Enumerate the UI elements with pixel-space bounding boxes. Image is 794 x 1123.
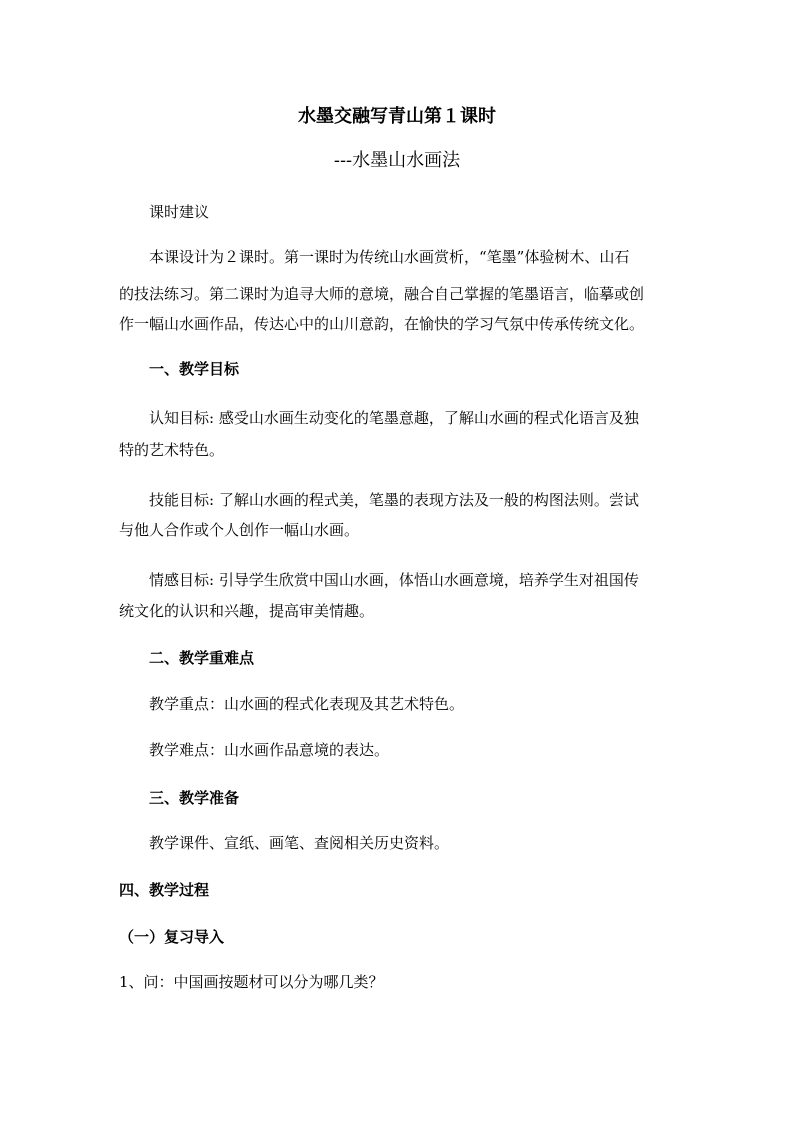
paragraph-line: 特的艺术特色。 (119, 441, 225, 459)
paragraph-line: 与他人合作或个人创作一幅山水画。 (119, 521, 360, 539)
paragraph-line: 作一幅山水画作品，传达心中的山川意韵，在愉快的学习气氛中传承传统文化。 (119, 315, 645, 333)
subsection-heading-review: （一）复习导入 (119, 928, 225, 946)
paragraph-line: 教学难点：山水画作品意境的表达。 (149, 741, 390, 759)
paragraph-line: 教学重点：山水画的程式化表现及其艺术特色。 (149, 695, 465, 713)
paragraph-line: 本课设计为２课时。第一课时为传统山水画赏析，“笔墨”体验树木、山石 (149, 248, 630, 266)
paragraph-line: 教学课件、宣纸、画笔、查阅相关历史资料。 (149, 834, 450, 852)
paragraph-line: 认知目标: 感受山水画生动变化的笔墨意趣，了解山水画的程式化语言及独 (149, 409, 639, 427)
paragraph-line: 情感目标: 引导学生欣赏中国山水画，体悟山水画意境，培养学生对祖国传 (149, 571, 639, 589)
label-lesson-suggestion: 课时建议 (149, 203, 210, 221)
paragraph-line: 统文化的认识和兴趣，提高审美情趣。 (119, 602, 375, 620)
section-heading-preparation: 三、教学准备 (149, 789, 240, 807)
document-title: 水墨交融写青山第１课时 (298, 106, 496, 127)
paragraph-line: 1、问：中国画按题材可以分为哪几类？ (119, 973, 384, 991)
section-heading-key-points: 二、教学重难点 (149, 649, 255, 667)
section-heading-process: 四、教学过程 (119, 881, 210, 899)
document-subtitle: ---水墨山水画法 (333, 150, 461, 171)
paragraph-line: 技能目标: 了解山水画的程式美，笔墨的表现方法及一般的构图法则。尝试 (149, 491, 639, 509)
section-heading-goals: 一、教学目标 (149, 360, 240, 378)
paragraph-line: 的技法练习。第二课时为追寻大师的意境，融合自己掌握的笔墨语言，临摹或创 (119, 285, 645, 303)
